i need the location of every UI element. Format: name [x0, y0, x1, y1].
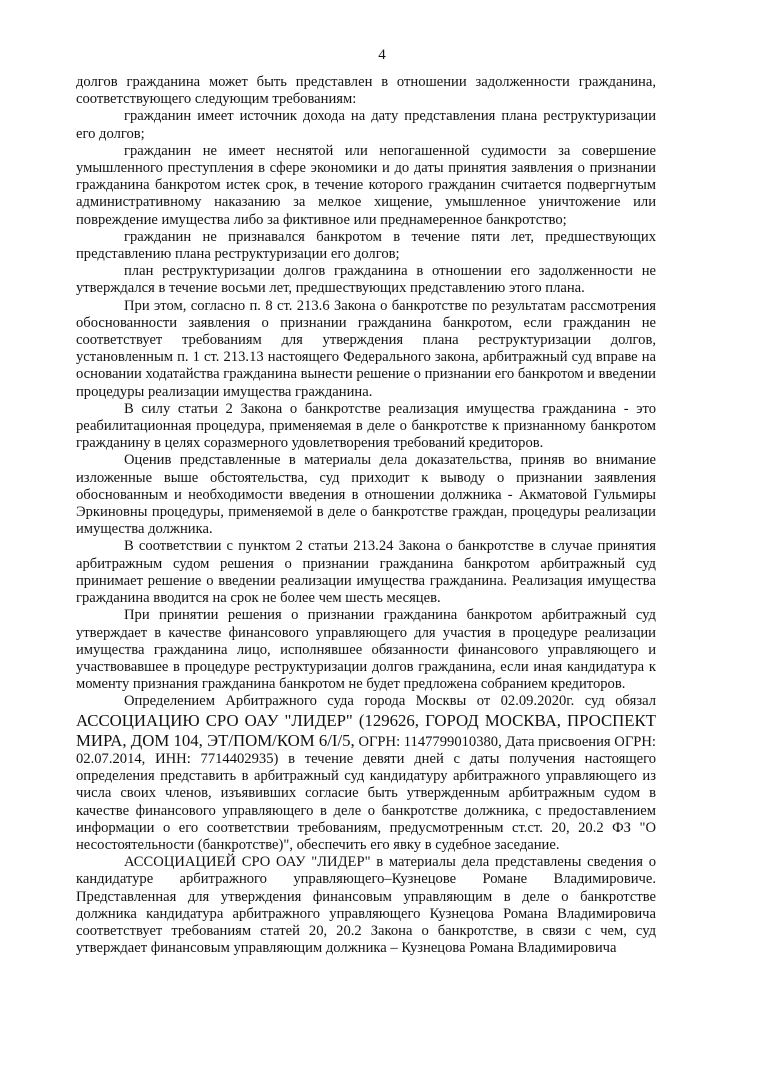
paragraph-court-conclusion: Оценив представленные в материалы дела доказательства, приняв во внимание изложенные выше обстоятельства, суд приходит к выводу о признании заявления обоснованным и необходимости введения в отношении должника - Акматовой Гульмиры Эркиновны процедуры, применяемой в деле о банкротстве граждан, процедуры реализации имущества должника.	[76, 452, 656, 538]
paragraph-financial-manager: При принятии решения о признании гражданина банкротом арбитражный суд утверждает в качестве финансового управляющего для участия в процедуре реализации имущества гражданина лицо, исполнявшее обязанности финансового управляющего и участвовавшее в процедуре реструктуризации долгов гражданина, если иная кандидатура к моменту признания гражданина банкротом не будет предложена собранием кредиторов.	[76, 607, 656, 693]
paragraph-law-article-213-6: При этом, согласно п. 8 ст. 213.6 Закона о банкротстве по результатам рассмотрения обоснованности заявления о признании гражданина банкротом, если гражданин не соответствует требованиям для утверждения плана реструктуризации долгов, установленным п. 1 ст. 213.13 настоящего Федерального закона, арбитражный суд вправе на основании ходатайства гражданина вынести решение о признании его банкротом и введении процедуры реализации имущества гражданина.	[76, 297, 656, 400]
order-ogrn: ОГРН: 1147799010380, Дата присвоения ОГРН: 02.07.2014, ИНН: 7714402935)	[76, 733, 656, 767]
paragraph-intro: долгов гражданина может быть представлен в отношении задолженности гражданина, соответствующего следующим требованиям:	[76, 74, 656, 108]
paragraph-requirement-bankruptcy: гражданин не признавался банкротом в течение пяти лет, предшествующих представлению плана реструктуризации его долгов;	[76, 228, 656, 263]
page-number: 4	[378, 47, 386, 63]
order-rest: в течение девяти дней с даты получения настоящего определения представить в арбитражный суд кандидатуру арбитражного управляющего из числа своих членов, изъявивших согласие быть утвержденным арбитражным судом в качестве финансового управляющего в деле о банкротстве должника, с предоставлением информации о его соответствии требованиям, предусмотренным ст.ст. 20, 20.2 ФЗ "О несостоятельности (банкротстве)", обеспечить его явку в судебное заседание.	[76, 750, 656, 853]
paragraph-law-article-2: В силу статьи 2 Закона о банкротстве реализация имущества гражданина - это реабилитационная процедура, применяемая в деле о банкротстве к признанному банкротом гражданину в целях соразмерного удовлетворения требований кредиторов.	[76, 400, 656, 452]
paragraph-law-article-213-24: В соответствии с пунктом 2 статьи 213.24 Закона о банкротстве в случае принятия арбитражным судом решения о признании гражданина банкротом арбитражный суд принимает решение о введении реализации имущества гражданина. Реализация имущества гражданина вводится на срок не более чем шесть месяцев.	[76, 538, 656, 607]
paragraph-requirement-income: гражданин имеет источник дохода на дату представления плана реструктуризации его долгов;	[76, 108, 656, 142]
paragraph-final: АССОЦИАЦИЕЙ СРО ОАУ "ЛИДЕР" в материалы дела представлены сведения о кандидатуре арбитражного управляющего–Кузнецове Романе Владимировиче. Представленная для утверждения финансовым управляющим в деле о банкротстве должника кандидатура арбитражного управляющего Кузнецова Романа Владимировича соответствует требованиям статей 20, 20.2 Закона о банкротстве, в связи с чем, суд утверждает финансовым управляющим должника – Кузнецова Романа Владимировича	[76, 854, 656, 957]
order-lead: Определением Арбитражного суда города Москвы от 02.09.2020г. суд обязал	[124, 693, 656, 710]
paragraph-court-order	[76, 693, 656, 854]
order-association: АССОЦИАЦИЮ СРО ОАУ "ЛИДЕР" (129626, ГОРОД МОСКВА, ПРОСПЕКТ МИРА, ДОМ 104, ЭТ/ПОМ/КОМ 6/I/5,	[76, 710, 656, 750]
document-body	[76, 74, 656, 957]
paragraph-requirement-plan: план реструктуризации долгов гражданина в отношении его задолженности не утверждался в течение восьми лет, предшествующих представлению этого плана.	[76, 263, 656, 297]
paragraph-requirement-conviction: гражданин не имеет неснятой или непогашенной судимости за совершение умышленного преступления в сфере экономики и до даты принятия заявления о признании гражданина банкротом истек срок, в течение которого гражданин считается подвергнутым административному наказанию за мелкое хищение, умышленное уничтожение или повреждение имущества либо за фиктивное или преднамеренное банкротство;	[76, 142, 656, 228]
